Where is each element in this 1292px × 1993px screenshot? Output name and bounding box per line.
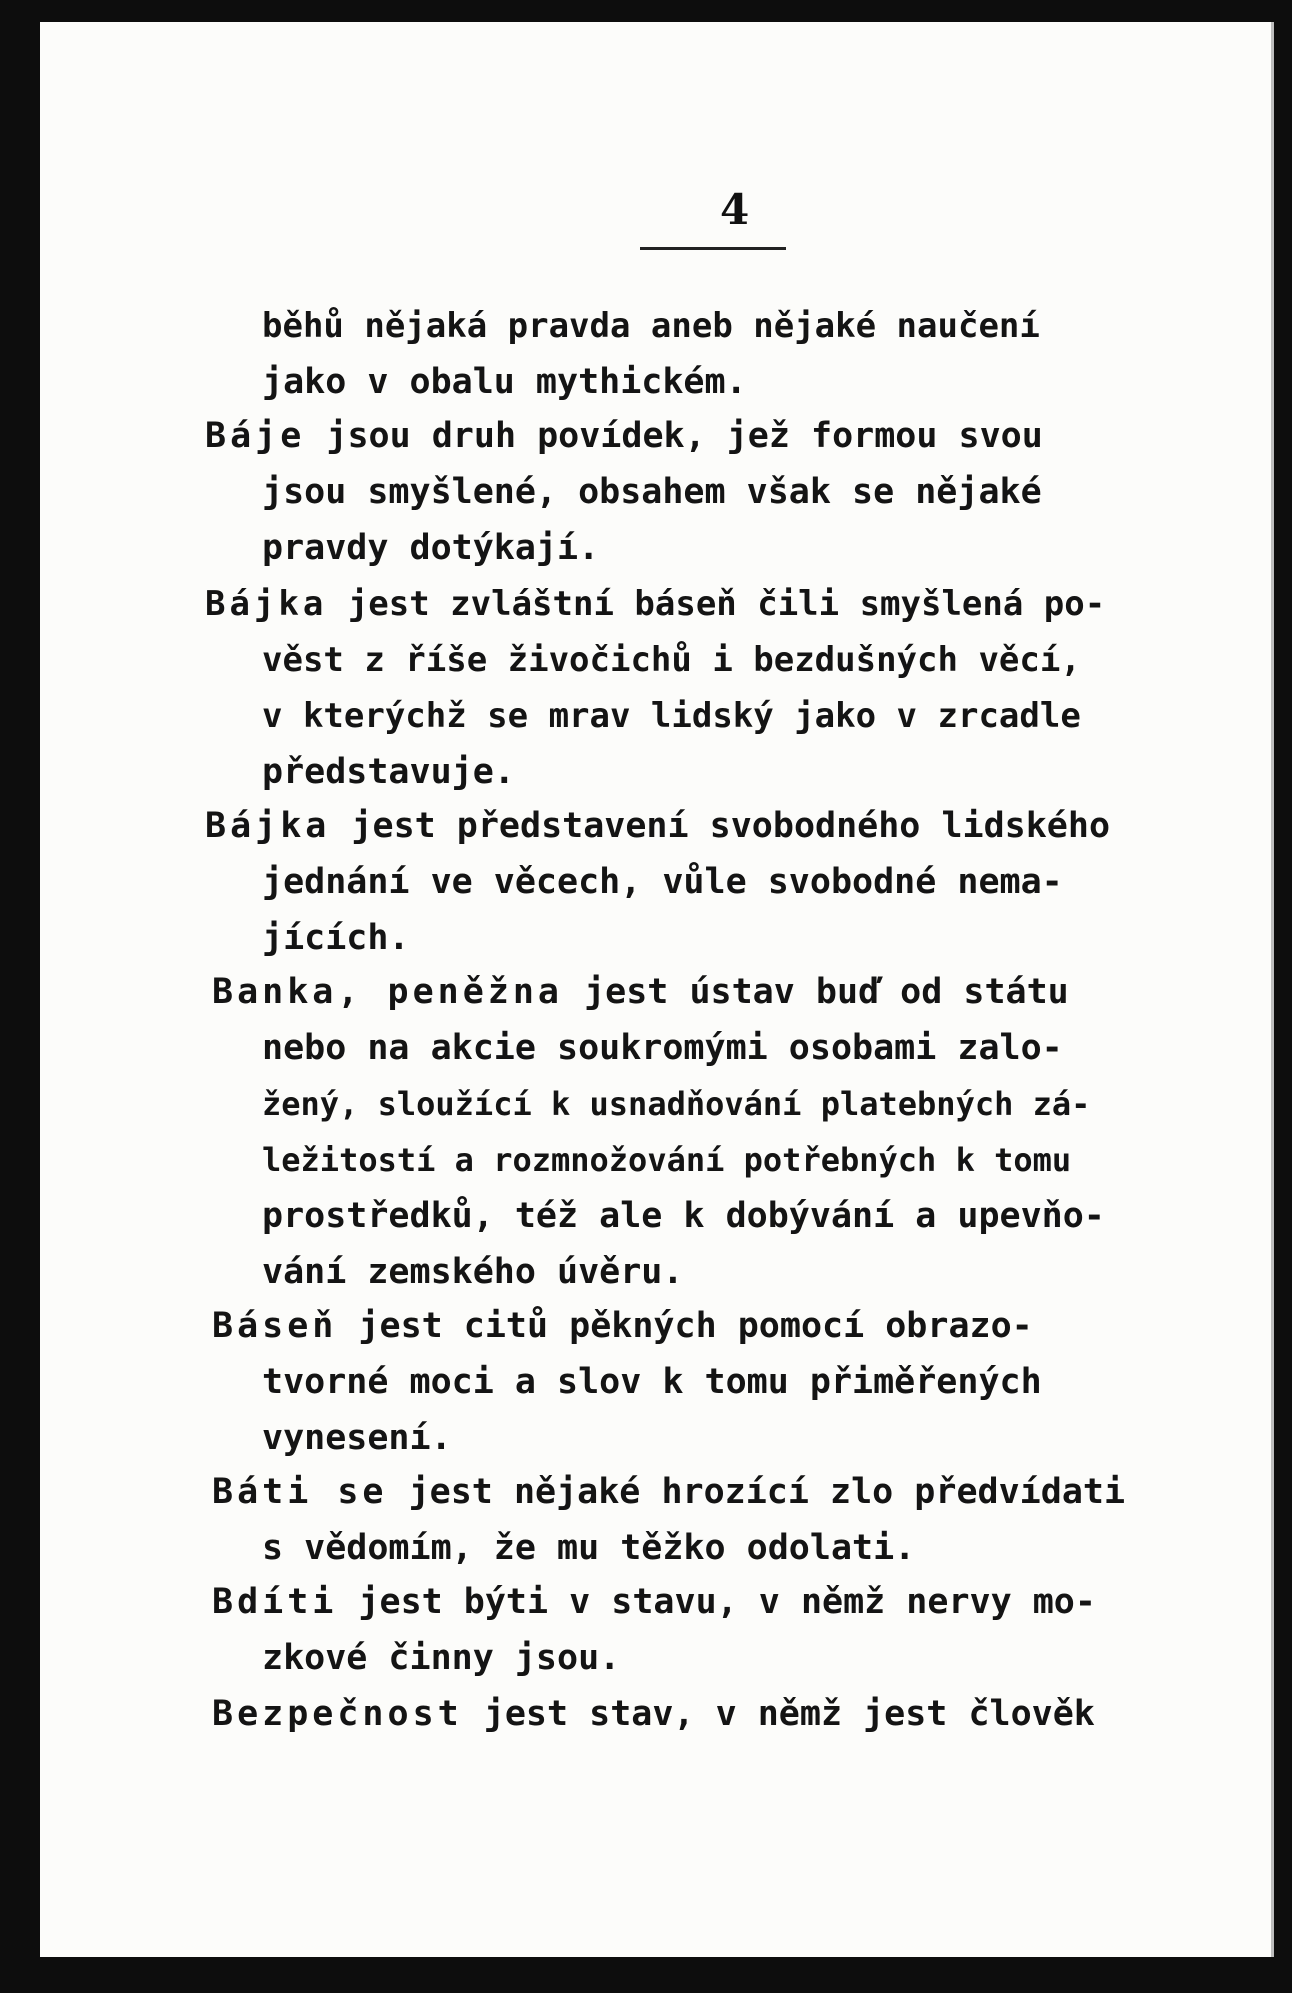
headword: Banka, peněžna <box>212 972 564 1012</box>
text-line: běhů nějaká pravda aneb nějaké naučení <box>262 306 1040 346</box>
text-line: žený, sloužící k usnadňování platebných zá- <box>262 1085 1091 1123</box>
text-line: věst z říše živočichů i bezdušných věcí, <box>262 640 1081 680</box>
page-number: 4 <box>720 185 750 234</box>
text-line: jako v obalu mythickém. <box>262 362 747 402</box>
entry-bajka: Bájka jest zvláštní báseň čili smyšlená po- <box>205 584 1106 624</box>
text-line: prostředků, též ale k dobývání a upevňo- <box>262 1196 1105 1236</box>
text-line: představuje. <box>262 752 515 792</box>
text-line: vání zemského úvěru. <box>262 1252 684 1292</box>
text-line: vynesení. <box>262 1418 452 1458</box>
entry-bati-se: Báti se jest nějaké hrozící zlo předvídati <box>212 1472 1126 1512</box>
entry-bditi: Bdíti jest býti v stavu, v němž nervy mo- <box>212 1582 1096 1622</box>
headword: Báti se <box>212 1472 388 1512</box>
entry-banka: Banka, peněžna jest ústav buď od státu <box>212 972 1069 1012</box>
headword: Bezpečnost <box>212 1694 463 1734</box>
entry-bajka-2: Bájka jest představení svobodného lidského <box>205 806 1111 846</box>
text-line: pravdy dotýkají. <box>262 528 600 568</box>
text-line: tvorné moci a slov k tomu přiměřených <box>262 1362 1042 1402</box>
page-number-rule <box>640 247 786 250</box>
book-page <box>40 22 1274 1957</box>
text-line: jsou smyšlené, obsahem však se nějaké <box>262 472 1042 512</box>
headword: Bdíti <box>212 1582 338 1622</box>
entry-baje: Báje jsou druh povídek, jež formou svou <box>205 416 1043 456</box>
headword: Bájka <box>205 584 328 624</box>
entry-bezpecnost: Bezpečnost jest stav, v němž jest člověk <box>212 1694 1095 1734</box>
text-line: v kterýchž se mrav lidský jako v zrcadle <box>262 696 1081 736</box>
headword: Báje <box>205 416 306 456</box>
headword: Bájka <box>205 806 331 846</box>
text-line: ležitostí a rozmnožování potřebných k tomu <box>262 1141 1072 1179</box>
text-line: jednání ve věcech, vůle svobodné nema- <box>262 862 1063 902</box>
entry-basen: Báseň jest citů pěkných pomocí obrazo- <box>212 1306 1033 1346</box>
text-line: nebo na akcie soukromými osobami zalo- <box>262 1028 1063 1068</box>
text-line: zkové činny jsou. <box>262 1638 621 1678</box>
text-line: jících. <box>262 918 410 958</box>
headword: Báseň <box>212 1306 338 1346</box>
text-line: s vědomím, že mu těžko odolati. <box>262 1528 916 1568</box>
